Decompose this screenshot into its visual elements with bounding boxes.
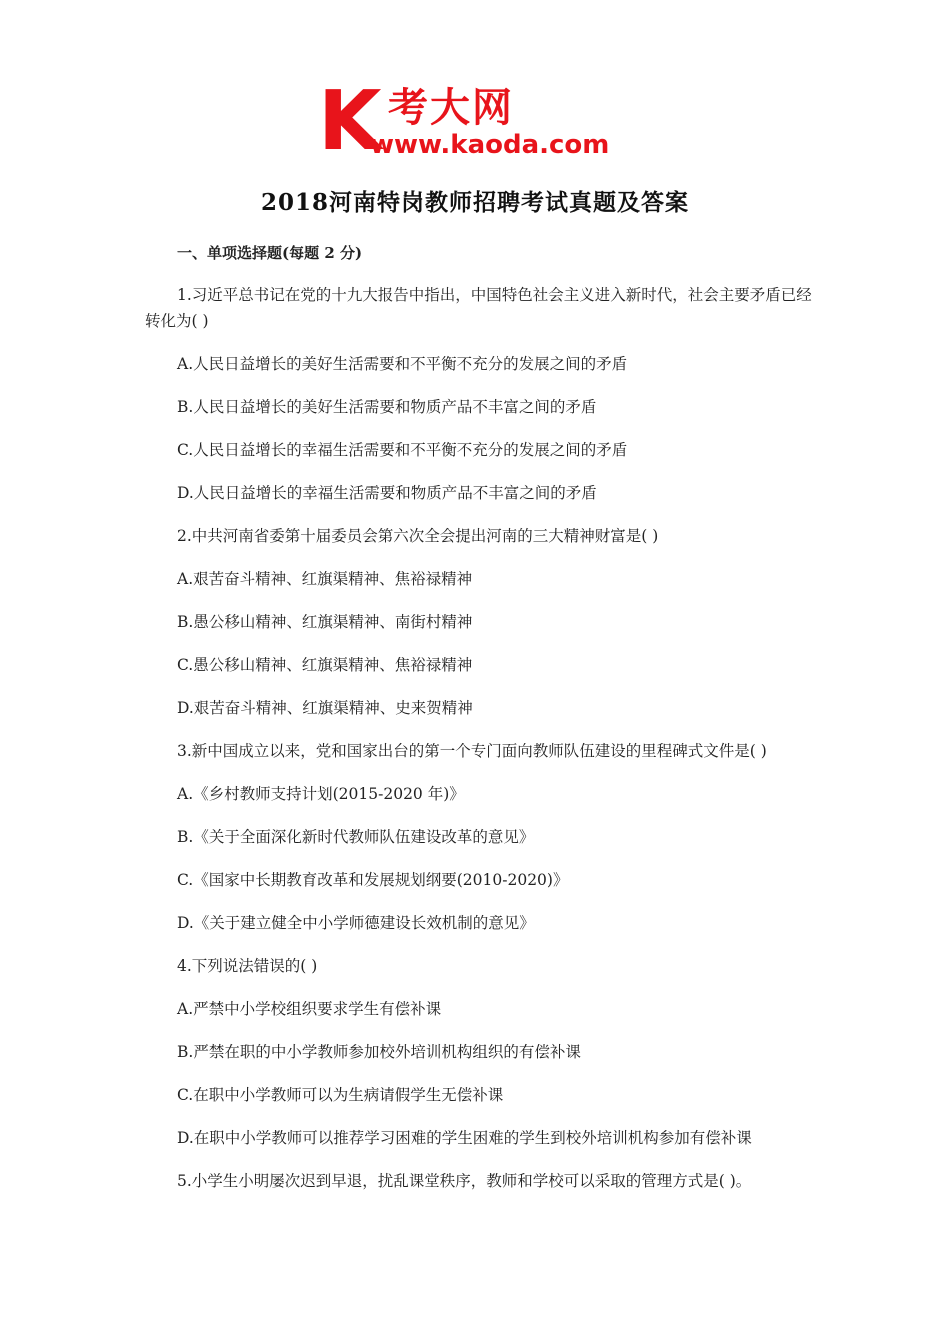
question-4-option-a: A.严禁中小学校组织要求学生有偿补课 xyxy=(177,1000,442,1018)
question-3-option-c: C.《国家中长期教育改革和发展规划纲要(2010-2020)》 xyxy=(177,871,569,889)
question-1-option-a: A.人民日益增长的美好生活需要和不平衡不充分的发展之间的矛盾 xyxy=(177,355,628,373)
question-1-stem: 1.习近平总书记在党的十九大报告中指出，中国特色社会主义进入新时代，社会主要矛盾已经转化为( ) xyxy=(145,286,812,330)
section-heading: 一、单项选择题(每题 2 分) xyxy=(177,244,363,262)
question-5-stem: 5.小学生小明屡次迟到早退，扰乱课堂秩序，教师和学校可以采取的管理方式是( )。 xyxy=(177,1172,752,1190)
question-2-option-b: B.愚公移山精神、红旗渠精神、南街村精神 xyxy=(177,613,473,631)
question-2-option-d: D.艰苦奋斗精神、红旗渠精神、史来贺精神 xyxy=(177,699,473,717)
question-4-option-c: C.在职中小学教师可以为生病请假学生无偿补课 xyxy=(177,1086,504,1104)
question-1-option-c: C.人民日益增长的幸福生活需要和不平衡不充分的发展之间的矛盾 xyxy=(177,441,628,459)
question-3-option-b: B.《关于全面深化新时代教师队伍建设改革的意见》 xyxy=(177,828,535,846)
question-1-option-b: B.人民日益增长的美好生活需要和物质产品不丰富之间的矛盾 xyxy=(177,398,597,416)
logo-chinese-text: 考大网 xyxy=(388,85,514,131)
question-3-stem: 3.新中国成立以来，党和国家出台的第一个专门面向教师队伍建设的里程碑式文件是( ) xyxy=(177,742,767,760)
question-4-option-b: B.严禁在职的中小学教师参加校外培训机构组织的有偿补课 xyxy=(177,1043,581,1061)
document-title: 2018河南特岗教师招聘考试真题及答案 xyxy=(260,189,689,216)
question-2-stem: 2.中共河南省委第十届委员会第六次全会提出河南的三大精神财富是( ) xyxy=(177,527,659,545)
question-4-option-d: D.在职中小学教师可以推荐学习困难的学生困难的学生到校外培训机构参加有偿补课 xyxy=(177,1129,752,1147)
question-2-option-c: C.愚公移山精神、红旗渠精神、焦裕禄精神 xyxy=(177,656,473,674)
question-3-option-a: A.《乡村教师支持计划(2015-2020 年)》 xyxy=(177,785,465,803)
question-3-option-d: D.《关于建立健全中小学师德建设长效机制的意见》 xyxy=(177,914,535,932)
logo-letter: K xyxy=(318,74,380,169)
question-1-option-d: D.人民日益增长的幸福生活需要和物质产品不丰富之间的矛盾 xyxy=(177,484,597,502)
question-2-option-a: A.艰苦奋斗精神、红旗渠精神、焦裕禄精神 xyxy=(177,570,473,588)
question-4-stem: 4.下列说法错误的( ) xyxy=(177,957,318,975)
kaoda-logo xyxy=(318,74,648,169)
logo-url: www.kaoda.com xyxy=(370,130,610,160)
document-body xyxy=(145,240,815,1211)
